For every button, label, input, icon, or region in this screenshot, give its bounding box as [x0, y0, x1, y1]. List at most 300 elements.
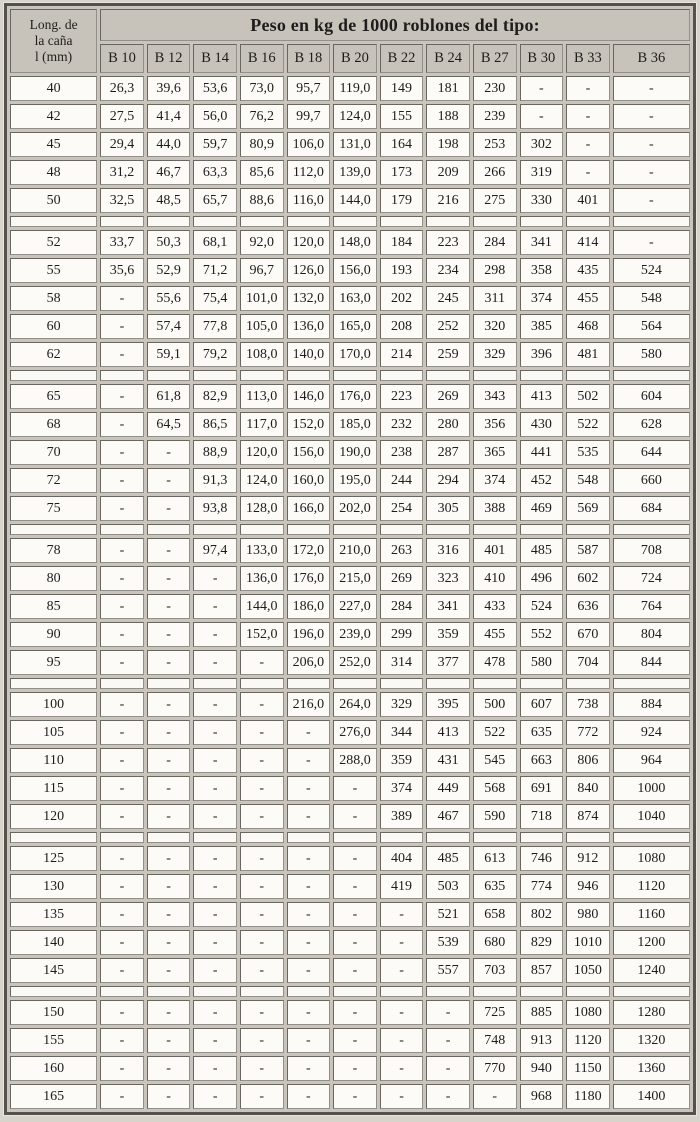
weight-value-cell: 329 [380, 692, 424, 717]
shank-length-cell: 140 [10, 930, 97, 955]
weight-value-cell: - [520, 76, 564, 101]
spacer-cell [380, 524, 424, 535]
weight-value-cell: 80,9 [240, 132, 284, 157]
spacer-cell [520, 832, 564, 843]
weight-value-cell: - [147, 930, 191, 955]
weight-value-cell: 52,9 [147, 258, 191, 283]
table-row [10, 230, 690, 255]
weight-value-cell: 359 [426, 622, 470, 647]
weight-value-cell: 254 [380, 496, 424, 521]
weight-value-cell: - [333, 804, 377, 829]
weight-value-cell: 478 [473, 650, 517, 675]
weight-value-cell: 299 [380, 622, 424, 647]
weight-value-cell: 79,2 [193, 342, 237, 367]
spacer-cell [380, 986, 424, 997]
weight-value-cell: 126,0 [287, 258, 331, 283]
weight-value-cell: 980 [566, 902, 610, 927]
weight-value-cell: 320 [473, 314, 517, 339]
spacer-cell [520, 678, 564, 689]
spacer-cell [333, 216, 377, 227]
weight-value-cell: - [287, 720, 331, 745]
spacer-cell [566, 216, 610, 227]
weight-value-cell: 166,0 [287, 496, 331, 521]
weight-value-cell: - [100, 1000, 144, 1025]
weight-value-cell: 149 [380, 76, 424, 101]
weight-value-cell: 196,0 [287, 622, 331, 647]
weight-value-cell: - [426, 1056, 470, 1081]
spacer-cell [520, 216, 564, 227]
weight-value-cell: - [426, 1028, 470, 1053]
weight-value-cell: 108,0 [240, 342, 284, 367]
weight-value-cell: - [520, 104, 564, 129]
shank-length-cell: 72 [10, 468, 97, 493]
shank-length-cell: 45 [10, 132, 97, 157]
weight-value-cell: 314 [380, 650, 424, 675]
shank-length-cell: 110 [10, 748, 97, 773]
weight-value-cell: 968 [520, 1084, 564, 1109]
weight-value-cell: - [380, 1056, 424, 1081]
weight-value-cell: 590 [473, 804, 517, 829]
spacer-row [10, 678, 690, 689]
weight-value-cell: - [613, 132, 690, 157]
table-row [10, 720, 690, 745]
weight-value-cell: - [426, 1000, 470, 1025]
weight-value-cell: - [193, 930, 237, 955]
weight-value-cell: 374 [520, 286, 564, 311]
weight-value-cell: 31,2 [100, 160, 144, 185]
weight-value-cell: 628 [613, 412, 690, 437]
weight-value-cell: - [287, 1000, 331, 1025]
rivet-weight-table [4, 3, 696, 1115]
weight-value-cell: - [147, 496, 191, 521]
weight-value-cell: - [240, 930, 284, 955]
weight-value-cell: - [613, 160, 690, 185]
spacer-cell [100, 524, 144, 535]
weight-value-cell: 522 [473, 720, 517, 745]
weight-value-cell: 1040 [613, 804, 690, 829]
spacer-cell [380, 832, 424, 843]
weight-value-cell: 635 [520, 720, 564, 745]
spacer-cell [240, 216, 284, 227]
table-row [10, 958, 690, 983]
weight-value-cell: 75,4 [193, 286, 237, 311]
weight-value-cell: - [100, 468, 144, 493]
weight-value-cell: 658 [473, 902, 517, 927]
weight-value-cell: 319 [520, 160, 564, 185]
weight-value-cell: 703 [473, 958, 517, 983]
weight-value-cell: - [193, 650, 237, 675]
weight-value-cell: 294 [426, 468, 470, 493]
weight-value-cell: 82,9 [193, 384, 237, 409]
weight-value-cell: 116,0 [287, 188, 331, 213]
spacer-cell [426, 216, 470, 227]
weight-value-cell: 413 [426, 720, 470, 745]
weight-value-cell: - [100, 1056, 144, 1081]
spacer-cell [333, 986, 377, 997]
weight-value-cell: - [193, 1028, 237, 1053]
weight-value-cell: - [240, 650, 284, 675]
spacer-cell [147, 678, 191, 689]
table-row [10, 468, 690, 493]
weight-value-cell: 152,0 [240, 622, 284, 647]
weight-value-cell: - [100, 566, 144, 591]
spacer-cell [10, 832, 97, 843]
weight-value-cell: - [240, 776, 284, 801]
weight-value-cell: 316 [426, 538, 470, 563]
weight-value-cell: - [147, 468, 191, 493]
weight-value-cell: 568 [473, 776, 517, 801]
weight-value-cell: 365 [473, 440, 517, 465]
shank-length-cell: 90 [10, 622, 97, 647]
weight-value-cell: - [287, 874, 331, 899]
weight-value-cell: 724 [613, 566, 690, 591]
weight-value-cell: - [100, 804, 144, 829]
weight-value-cell: - [566, 76, 610, 101]
weight-value-cell: 580 [613, 342, 690, 367]
weight-value-cell: 1120 [613, 874, 690, 899]
rivet-type-header: B 27 [473, 44, 517, 73]
weight-value-cell: 343 [473, 384, 517, 409]
weight-value-cell: 1320 [613, 1028, 690, 1053]
weight-value-cell: 287 [426, 440, 470, 465]
table-row [10, 1084, 690, 1109]
weight-value-cell: 410 [473, 566, 517, 591]
weight-value-cell: - [333, 1000, 377, 1025]
spacer-cell [473, 986, 517, 997]
shank-length-cell: 42 [10, 104, 97, 129]
weight-value-cell: 136,0 [240, 566, 284, 591]
weight-value-cell: 91,3 [193, 468, 237, 493]
table-title: Peso en kg de 1000 roblones del tipo: [100, 9, 690, 41]
table-row [10, 1056, 690, 1081]
weight-value-cell: 587 [566, 538, 610, 563]
weight-value-cell: 670 [566, 622, 610, 647]
weight-value-cell: 245 [426, 286, 470, 311]
weight-value-cell: 216 [426, 188, 470, 213]
weight-value-cell: 413 [520, 384, 564, 409]
rivet-type-header: B 20 [333, 44, 377, 73]
spacer-row [10, 370, 690, 381]
spacer-cell [613, 370, 690, 381]
weight-value-cell: - [333, 930, 377, 955]
rivet-type-header: B 24 [426, 44, 470, 73]
weight-value-cell: 844 [613, 650, 690, 675]
weight-value-cell: 112,0 [287, 160, 331, 185]
weight-value-cell: 1280 [613, 1000, 690, 1025]
weight-value-cell: - [380, 1084, 424, 1109]
weight-value-cell: 85,6 [240, 160, 284, 185]
table-row [10, 132, 690, 157]
weight-value-cell: 524 [613, 258, 690, 283]
shank-length-cell: 68 [10, 412, 97, 437]
weight-value-cell: 302 [520, 132, 564, 157]
weight-value-cell: 359 [380, 748, 424, 773]
weight-value-cell: - [287, 748, 331, 773]
table-row [10, 314, 690, 339]
weight-value-cell: - [333, 1084, 377, 1109]
spacer-cell [193, 524, 237, 535]
rivet-type-header: B 36 [613, 44, 690, 73]
weight-value-cell: - [287, 958, 331, 983]
weight-value-cell: - [240, 804, 284, 829]
spacer-cell [333, 678, 377, 689]
weight-value-cell: 269 [380, 566, 424, 591]
weight-value-cell: 176,0 [333, 384, 377, 409]
weight-value-cell: - [100, 314, 144, 339]
weight-value-cell: - [380, 958, 424, 983]
spacer-cell [100, 832, 144, 843]
weight-value-cell: 940 [520, 1056, 564, 1081]
weight-value-cell: 602 [566, 566, 610, 591]
weight-value-cell: 284 [380, 594, 424, 619]
spacer-cell [193, 832, 237, 843]
spacer-cell [10, 370, 97, 381]
shank-length-cell: 130 [10, 874, 97, 899]
weight-value-cell: 120,0 [287, 230, 331, 255]
weight-value-cell: 133,0 [240, 538, 284, 563]
weight-value-cell: 146,0 [287, 384, 331, 409]
shank-length-cell: 115 [10, 776, 97, 801]
table-row [10, 538, 690, 563]
weight-value-cell: 99,7 [287, 104, 331, 129]
table-row [10, 748, 690, 773]
weight-value-cell: 358 [520, 258, 564, 283]
weight-value-cell: 548 [566, 468, 610, 493]
weight-value-cell: 59,1 [147, 342, 191, 367]
weight-value-cell: 223 [426, 230, 470, 255]
rivet-type-header: B 10 [100, 44, 144, 73]
weight-value-cell: 288,0 [333, 748, 377, 773]
weight-value-cell: 172,0 [287, 538, 331, 563]
weight-value-cell: - [100, 846, 144, 871]
weight-value-cell: - [333, 958, 377, 983]
weight-value-cell: 101,0 [240, 286, 284, 311]
weight-value-cell: - [380, 1028, 424, 1053]
weight-value-cell: 913 [520, 1028, 564, 1053]
weight-value-cell: 276,0 [333, 720, 377, 745]
table-row [10, 496, 690, 521]
weight-value-cell: 374 [380, 776, 424, 801]
weight-value-cell: - [333, 874, 377, 899]
spacer-cell [147, 986, 191, 997]
weight-value-cell: 401 [566, 188, 610, 213]
weight-value-cell: 884 [613, 692, 690, 717]
shank-length-cell: 160 [10, 1056, 97, 1081]
weight-value-cell: - [147, 720, 191, 745]
weight-value-cell: - [240, 692, 284, 717]
weight-value-cell: 26,3 [100, 76, 144, 101]
weight-value-cell: - [473, 1084, 517, 1109]
weight-value-cell: 725 [473, 1000, 517, 1025]
weight-value-cell: 485 [520, 538, 564, 563]
weight-value-cell: 552 [520, 622, 564, 647]
weight-value-cell: 467 [426, 804, 470, 829]
weight-value-cell: 539 [426, 930, 470, 955]
shank-length-cell: 145 [10, 958, 97, 983]
weight-value-cell: 120,0 [240, 440, 284, 465]
weight-value-cell: 113,0 [240, 384, 284, 409]
weight-value-cell: 1000 [613, 776, 690, 801]
weight-value-cell: 244 [380, 468, 424, 493]
weight-value-cell: 1360 [613, 1056, 690, 1081]
weight-value-cell: 329 [473, 342, 517, 367]
spacer-cell [473, 832, 517, 843]
weight-value-cell: - [287, 930, 331, 955]
weight-value-cell: 449 [426, 776, 470, 801]
weight-value-cell: 193 [380, 258, 424, 283]
weight-value-cell: - [240, 1028, 284, 1053]
shank-length-cell: 120 [10, 804, 97, 829]
weight-value-cell: 419 [380, 874, 424, 899]
weight-value-cell: 660 [613, 468, 690, 493]
spacer-cell [100, 986, 144, 997]
spacer-cell [520, 986, 564, 997]
weight-value-cell: - [147, 622, 191, 647]
weight-value-cell: - [193, 594, 237, 619]
shank-length-cell: 50 [10, 188, 97, 213]
weight-value-cell: 202 [380, 286, 424, 311]
weight-value-cell: 802 [520, 902, 564, 927]
weight-value-cell: - [287, 846, 331, 871]
weight-value-cell: - [193, 874, 237, 899]
weight-value-cell: 298 [473, 258, 517, 283]
weight-value-cell: 1240 [613, 958, 690, 983]
shank-length-cell: 70 [10, 440, 97, 465]
weight-value-cell: - [147, 958, 191, 983]
spacer-cell [100, 370, 144, 381]
weight-value-cell: - [100, 384, 144, 409]
weight-value-cell: 232 [380, 412, 424, 437]
spacer-cell [380, 678, 424, 689]
weight-value-cell: - [147, 902, 191, 927]
table-row [10, 384, 690, 409]
table-row [10, 104, 690, 129]
weight-value-cell: 76,2 [240, 104, 284, 129]
spacer-cell [520, 524, 564, 535]
weight-value-cell: - [147, 748, 191, 773]
weight-value-cell: - [147, 566, 191, 591]
table-row [10, 650, 690, 675]
table-row [10, 286, 690, 311]
weight-value-cell: 774 [520, 874, 564, 899]
weight-value-cell: - [287, 1084, 331, 1109]
rivet-type-header: B 12 [147, 44, 191, 73]
weight-value-cell: 663 [520, 748, 564, 773]
weight-value-cell: - [193, 692, 237, 717]
weight-value-cell: - [287, 804, 331, 829]
weight-value-cell: 208 [380, 314, 424, 339]
weight-value-cell: 238 [380, 440, 424, 465]
weight-value-cell: 124,0 [240, 468, 284, 493]
shank-length-cell: 135 [10, 902, 97, 927]
weight-value-cell: 455 [473, 622, 517, 647]
weight-value-cell: - [100, 1028, 144, 1053]
weight-value-cell: 71,2 [193, 258, 237, 283]
weight-value-cell: 414 [566, 230, 610, 255]
weight-value-cell: 374 [473, 468, 517, 493]
weight-value-cell: 77,8 [193, 314, 237, 339]
weight-value-cell: 535 [566, 440, 610, 465]
weight-value-cell: - [147, 650, 191, 675]
weight-value-cell: 455 [566, 286, 610, 311]
weight-value-cell: 1180 [566, 1084, 610, 1109]
weight-value-cell: 227,0 [333, 594, 377, 619]
weight-value-cell: 216,0 [287, 692, 331, 717]
weight-value-cell: - [380, 1000, 424, 1025]
weight-value-cell: 148,0 [333, 230, 377, 255]
weight-value-cell: 718 [520, 804, 564, 829]
weight-value-cell: - [333, 902, 377, 927]
weight-value-cell: 186,0 [287, 594, 331, 619]
weight-value-cell: 323 [426, 566, 470, 591]
weight-value-cell: 385 [520, 314, 564, 339]
spacer-row [10, 216, 690, 227]
weight-value-cell: 97,4 [193, 538, 237, 563]
table-row [10, 440, 690, 465]
weight-value-cell: - [100, 748, 144, 773]
weight-value-cell: - [100, 440, 144, 465]
spacer-cell [240, 524, 284, 535]
weight-value-cell: 738 [566, 692, 610, 717]
shank-length-cell: 75 [10, 496, 97, 521]
weight-value-cell: 500 [473, 692, 517, 717]
weight-value-cell: - [613, 76, 690, 101]
table-row [10, 188, 690, 213]
weight-value-cell: 68,1 [193, 230, 237, 255]
weight-value-cell: 230 [473, 76, 517, 101]
weight-value-cell: 215,0 [333, 566, 377, 591]
rivet-type-header: B 18 [287, 44, 331, 73]
weight-value-cell: 164 [380, 132, 424, 157]
weight-value-cell: 173 [380, 160, 424, 185]
weight-value-cell: - [193, 748, 237, 773]
weight-value-cell: 557 [426, 958, 470, 983]
weight-value-cell: 1080 [566, 1000, 610, 1025]
weight-value-cell: - [613, 188, 690, 213]
weight-value-cell: 144,0 [333, 188, 377, 213]
shank-length-cell: 48 [10, 160, 97, 185]
spacer-cell [240, 986, 284, 997]
weight-value-cell: 209 [426, 160, 470, 185]
weight-value-cell: 59,7 [193, 132, 237, 157]
weight-value-cell: 124,0 [333, 104, 377, 129]
weight-value-cell: - [100, 776, 144, 801]
weight-value-cell: 132,0 [287, 286, 331, 311]
weight-value-cell: 521 [426, 902, 470, 927]
weight-value-cell: - [287, 902, 331, 927]
spacer-cell [473, 678, 517, 689]
weight-value-cell: 548 [613, 286, 690, 311]
shank-length-cell: 60 [10, 314, 97, 339]
weight-value-cell: 206,0 [287, 650, 331, 675]
weight-value-cell: - [333, 1028, 377, 1053]
rivet-type-header: B 33 [566, 44, 610, 73]
weight-value-cell: 202,0 [333, 496, 377, 521]
shank-length-cell: 165 [10, 1084, 97, 1109]
weight-value-cell: - [100, 720, 144, 745]
weight-value-cell: - [100, 496, 144, 521]
weight-value-cell: 580 [520, 650, 564, 675]
spacer-cell [566, 832, 610, 843]
weight-value-cell: 46,7 [147, 160, 191, 185]
weight-value-cell: - [193, 622, 237, 647]
weight-value-cell: 96,7 [240, 258, 284, 283]
weight-value-cell: 305 [426, 496, 470, 521]
weight-value-cell: 190,0 [333, 440, 377, 465]
spacer-cell [613, 678, 690, 689]
weight-value-cell: 764 [613, 594, 690, 619]
weight-value-cell: - [240, 1000, 284, 1025]
